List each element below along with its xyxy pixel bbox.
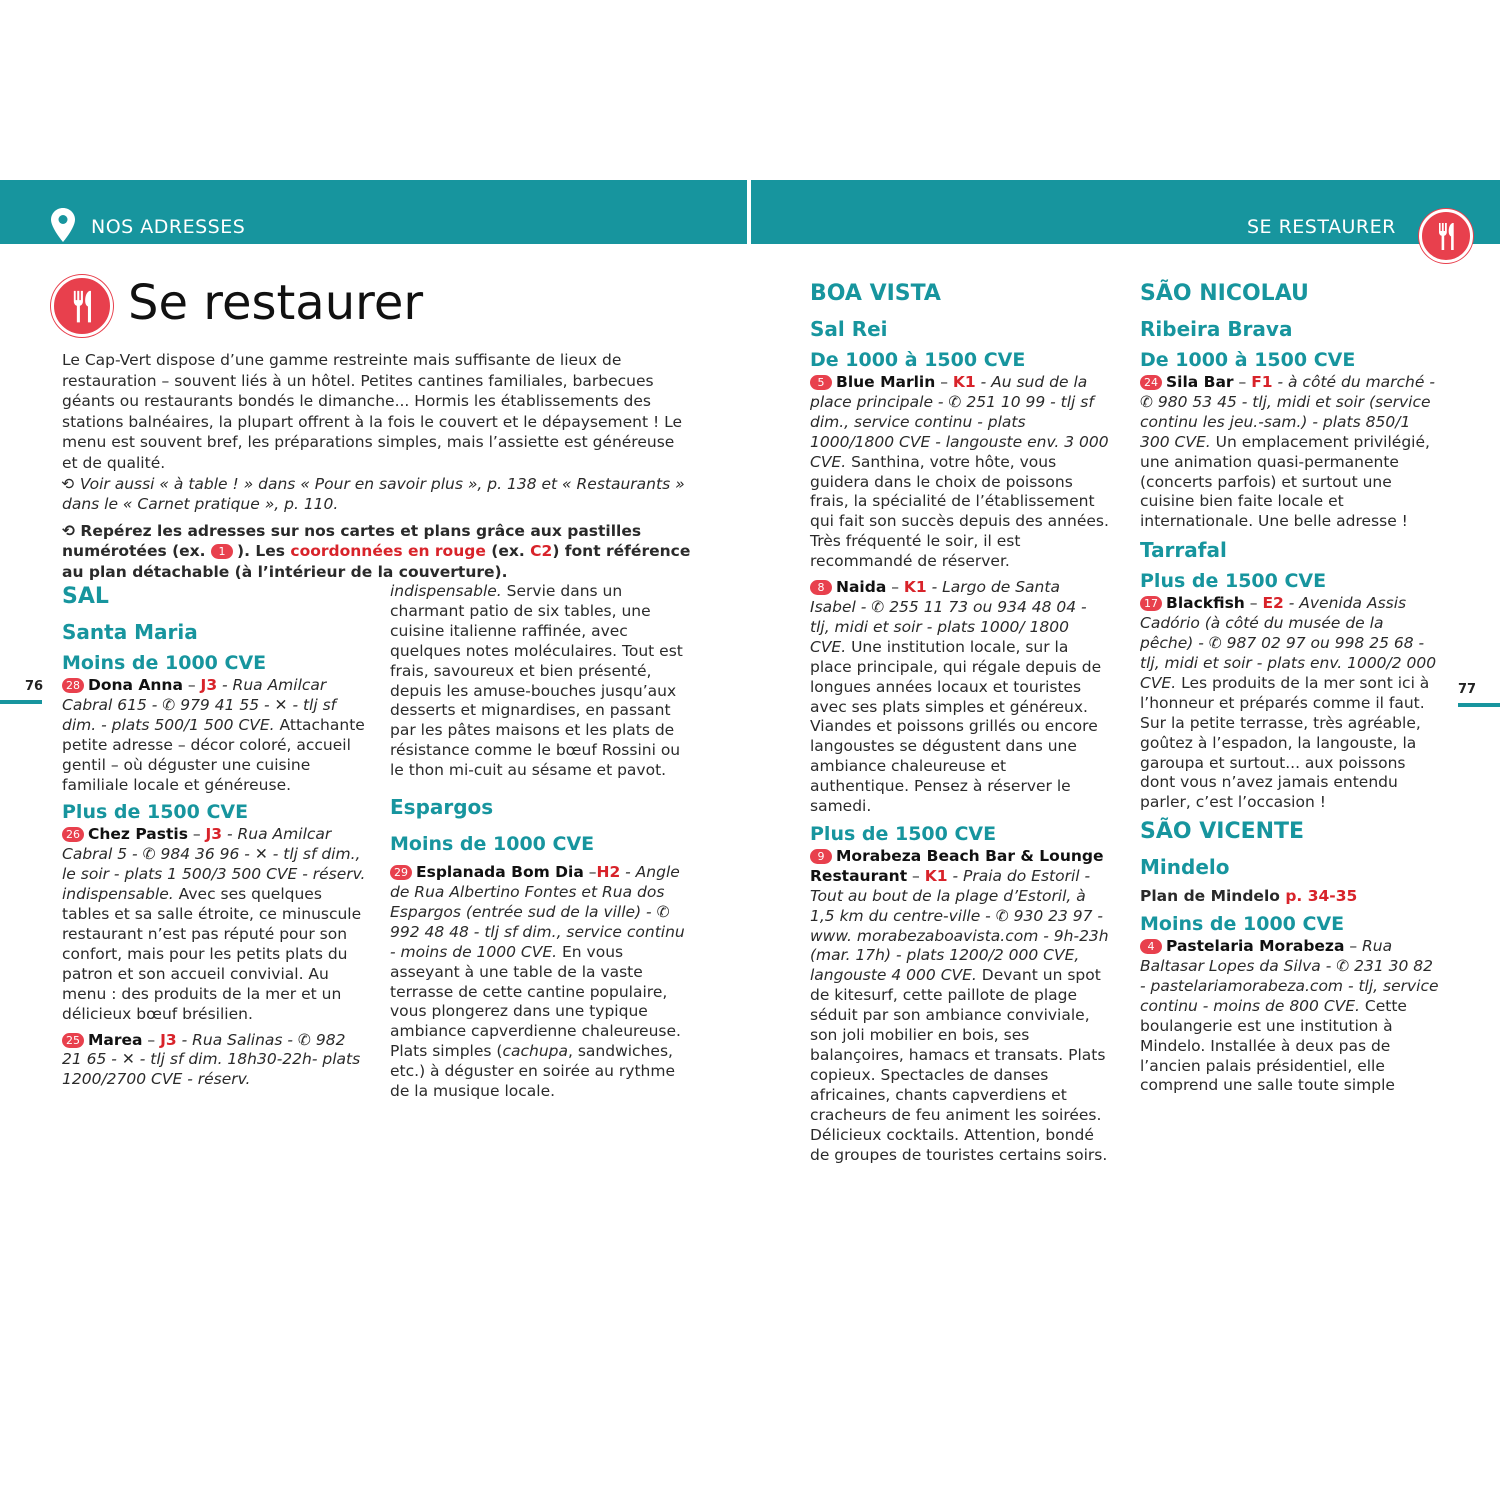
fork-knife-title-icon — [51, 275, 113, 337]
location-badge: 4 — [1140, 939, 1162, 954]
page-title: Se restaurer — [128, 275, 424, 331]
restaurant-entry: 29 Esplanada Bom Dia –H2 - Angle de Rua Albertino Fontes et Rua dos Espargos (entrée sud de la ville) - ✆ 992 48 48 - tlj sf dim., service continu - moins de 1000 CVE. En vous asseyant à une table de la vaste terrasse de cette cantine populaire, vous plongerez dans une typique ambiance capverdienne chaleureuse. Plats simples (cachupa, sandwiches, etc.) à déguster en soirée au rythme de la musique locale. — [390, 863, 685, 1101]
town-heading: Santa Maria — [62, 620, 198, 644]
restaurant-entry-continued: indispensable. Servie dans un charmant patio de six tables, une cuisine italienne raffinée, avec quelques notes moléculaires. Tout est frais, savoureux et bien présenté, depuis les amuse-bouches jusqu’aux desserts et mignardises, en passant par les pâtes maisons et les plats de résistance comme le bœuf Rossini ou le thon mi-cuit au sésame et pavot. — [390, 582, 683, 780]
restaurant-entry: 4 Pastelaria Morabeza – Rua Baltasar Lopes da Silva - ✆ 231 30 82 - pastelariamorabeza.com - tlj, service continu - moins de 800 CVE. Cette boulangerie est une institution à Mindelo. Installée à deux pas de l’ancien palais présidentiel, elle comprend une salle toute simple — [1140, 937, 1439, 1095]
restaurant-entry: 28 Dona Anna – J3 - Rua Amilcar Cabral 615 - ✆ 979 41 55 - ✕ - tlj sf dim. - plats 500/1 500 CVE. Attachante petite adresse – décor coloré, accueil gentil – où déguster une cuisine familiale locale et généreuse. — [62, 676, 365, 794]
restaurant-entry: 25 Marea – J3 - Rua Salinas - ✆ 982 21 65 - ✕ - tlj sf dim. 18h30-22h- plats 1200/2700 CVE - réserv. — [62, 1030, 361, 1089]
price-heading: Moins de 1000 CVE — [1140, 913, 1345, 936]
restaurant-entry: 24 Sila Bar – F1 - à côté du marché - ✆ 980 53 45 - tlj, midi et soir (service continu les jeu.-sam.) - plats 850/1 300 CVE. Un emplacement privilégié, une animation quasi-permanente (concerts parfois) et surtout une cuisine bien faite locale et internationale. Une belle adresse ! — [1140, 373, 1435, 531]
page-marker-right — [1458, 703, 1500, 707]
column-2 — [390, 582, 690, 1108]
map-note: ⟲ Repérez les adresses sur nos cartes et plans grâce aux pastilles numérotées (ex. 1 ). Les coordonnées en rouge (ex. C2) font référence au plan détachable (à l’intérieur de la couverture). — [62, 521, 691, 581]
location-badge: 26 — [62, 827, 84, 842]
location-badge: 9 — [810, 849, 832, 864]
town-heading: Tarrafal — [1140, 538, 1227, 563]
location-badge: 25 — [62, 1033, 84, 1048]
price-heading: De 1000 à 1500 CVE — [810, 349, 1026, 371]
restaurant-entry: 8 Naida – K1 - Largo de Santa Isabel - ✆ 255 11 73 ou 934 48 04 - tlj, midi et soir - plats 1000/ 1800 CVE. Une institution locale, sur la place principale, qui régale depuis de longues années locaux et touristes avec ses plats simples et généreux. Viandes et poissons grillés ou encore langoustes se dégustent dans une ambiance chaleureuse et authentique. Pensez à réserver le samedi. — [810, 578, 1102, 816]
town-heading: Sal Rei — [810, 317, 888, 341]
town-heading: Espargos — [390, 795, 494, 820]
page-number-right: 77 — [1458, 682, 1477, 697]
location-badge: 24 — [1140, 375, 1162, 390]
price-heading: Moins de 1000 CVE — [62, 652, 267, 674]
column-1 — [62, 580, 367, 1096]
page-marker-left — [0, 700, 42, 704]
price-heading: De 1000 à 1500 CVE — [1140, 349, 1356, 371]
map-pin-icon — [50, 207, 76, 243]
column-4 — [1140, 277, 1440, 1102]
price-heading: Plus de 1500 CVE — [1140, 570, 1327, 593]
restaurant-entry: 5 Blue Marlin – K1 - Au sud de la place principale - ✆ 251 10 99 - tlj sf dim., service continu - plats 1000/1800 CVE - langouste env. 3 000 CVE. Santhina, votre hôte, vous guidera dans le choix de poissons frais, la spécialité de l’établissement qui fait son succès depuis des années. Très fréquenté le soir, il est recommandé de réserver. — [810, 373, 1109, 571]
price-heading: Plus de 1500 CVE — [62, 801, 249, 824]
location-badge: 28 — [62, 678, 84, 693]
price-heading: Plus de 1500 CVE — [810, 822, 997, 845]
intro-paragraph: Le Cap-Vert dispose d’une gamme restreinte mais suffisante de lieux de restauration – souvent liés à un hôtel. Petites cantines familiales, barbecues géants ou restaurants bondés le dimanche... Hormis les établissements des stations balnéaires, la plupart offrent à la fois le couvert et le dépaysement ! Le menu est souvent bref, les préparations simples, mais l’assiette est généreuse et de qualité. ⟲ Voir aussi « à table ! » dans « Pour en savoir plus », p. 138 et « Restaurants » dans le « Carnet pratique », p. 110. — [62, 351, 685, 514]
region-heading: SÃO NICOLAU — [1140, 281, 1309, 306]
location-badge: 17 — [1140, 596, 1162, 611]
section-label-right: SE RESTAURER — [1247, 216, 1396, 238]
region-heading: SAL — [62, 584, 109, 609]
map-reference: Plan de Mindelo p. 34-35 — [1140, 887, 1358, 906]
price-heading: Moins de 1000 CVE — [390, 833, 595, 856]
location-badge: 8 — [810, 580, 832, 595]
restaurant-entry: 26 Chez Pastis – J3 - Rua Amilcar Cabral 5 - ✆ 984 36 96 - ✕ - tlj sf dim., le soir - plats 1 500/3 500 CVE - réserv. indispensable. Avec ses quelques tables et sa salle étroite, ce minuscule restaurant n’est pas réputé pour son confort, mais pour les petits plats du patron et son accueil convivial. Au menu : des produits de la mer et un délicieux bœuf brésilien. — [62, 825, 366, 1023]
restaurant-entry: 9 Morabeza Beach Bar & Lounge Restaurant – K1 - Praia do Estoril - Tout au bout de la plage d’Estoril, à 1,5 km du centre-ville - ✆ 930 23 97 - www. morabezaboavista.com - 9h-23h (mar. 17h) - plats 1200/2 000 CVE, langouste 4 000 CVE. Devant un spot de kitesurf, cette paillote de plage séduit par son ambiance conviviale, son joli mobilier en bois, ses balançoires, hamacs et transats. Plats copieux. Spectacles de danses africaines, chants capverdiens et cracheurs de feu animent les soirées. Délicieux cocktails. Attention, bondé de groupes de touristes certains soirs. — [810, 846, 1109, 1164]
restaurant-entry: 17 Blackfish – E2 - Avenida Assis Cadório (à côté du musée de la pêche) - ✆ 987 02 97 ou 998 25 68 - tlj, midi et soir - plats env. 1000/2 000 CVE. Les produits de la mer sont ici à l’honneur et préparés comme il faut. Sur la petite terrasse, très agréable, goûtez à l’espadon, la langouste, la garoupa et surtout... aux poissons dont vous n’avez jamais entendu parler, c’est l’occasion ! — [1140, 594, 1437, 812]
section-label-left: NOS ADRESSES — [91, 216, 246, 238]
location-badge: 29 — [390, 865, 412, 880]
location-badge: 5 — [810, 375, 832, 390]
town-heading: Ribeira Brava — [1140, 317, 1293, 341]
see-also-note: ⟲ Voir aussi « à table ! » dans « Pour en savoir plus », p. 138 et « Restaurants » dans le « Carnet pratique », p. 110. — [62, 474, 685, 514]
town-heading: Mindelo — [1140, 855, 1230, 880]
intro-block — [62, 350, 692, 589]
column-3 — [810, 277, 1110, 1171]
region-heading: SÃO VICENTE — [1140, 819, 1305, 845]
region-heading: BOA VISTA — [810, 281, 941, 306]
fork-knife-icon — [1419, 209, 1473, 263]
page-number-left: 76 — [25, 679, 44, 694]
